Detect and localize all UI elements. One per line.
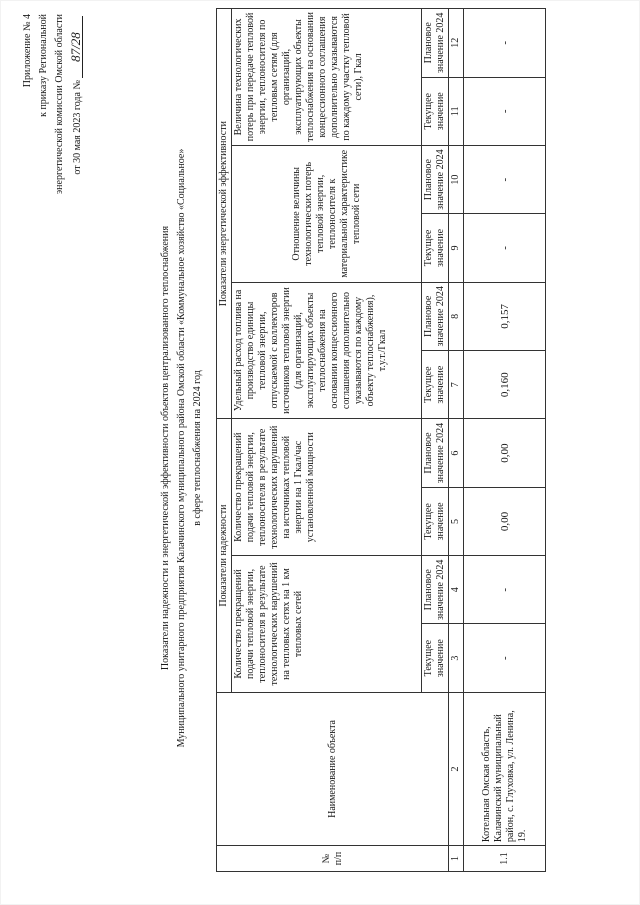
header-indicator-network-interruptions: Количество прекращений подачи тепловой энергии, теплоносителя в результате технологических нарушений на тепловых сетях на 1 км тепловых сетей [232, 556, 422, 693]
column-number: 1 [449, 846, 464, 872]
cell-value: - [464, 214, 546, 282]
cell-value: 0,160 [464, 351, 546, 419]
column-number: 3 [449, 624, 464, 692]
cell-value: 0,00 [464, 419, 546, 487]
appendix-number: Приложение № 4 [22, 14, 33, 88]
header-planned-value: Плановое значение 2024 [422, 419, 449, 487]
column-number: 11 [449, 77, 464, 145]
table-header-row-groups [217, 9, 232, 872]
column-number: 4 [449, 556, 464, 624]
appendix-order: к приказу Региональной [38, 14, 49, 117]
header-object-name: Наименование объекта [217, 692, 449, 845]
header-current-value: Текущее значение [422, 351, 449, 419]
header-indicator-fuel-consumption: Удельный расход топлива на производство единицы тепловой энергии, отпускаемой с коллекторов источников тепловой энергии (для организаций, эксплуатирующих объекты теплоснабжения на основании концессионного соглашения дополнительно указываются по каждому объекту теплоснабжения), т.у.т./Гкал [232, 282, 422, 419]
cell-value: 0,157 [464, 282, 546, 350]
cell-value: - [464, 9, 546, 78]
header-indicator-source-interruptions: Количество прекращений подачи тепловой энергии, теплоносителя в результате технологических нарушений на источниках тепловой энергии на 1 Гкал/час установленной мощности [232, 419, 422, 556]
header-efficiency-group: Показатели энергетической эффективности [217, 9, 232, 419]
header-current-value: Текущее значение [422, 624, 449, 692]
header-current-value: Текущее значение [422, 77, 449, 145]
indicators-table [216, 8, 546, 872]
cell-value: 0,00 [464, 487, 546, 555]
column-number: 2 [449, 692, 464, 845]
cell-value: - [464, 556, 546, 624]
cell-value: - [464, 77, 546, 145]
column-number: 10 [449, 145, 464, 213]
document-title: Показатели надежности и энергетической эффективности объектов централизованного теплоснабжения [160, 225, 171, 671]
cell-value: - [464, 145, 546, 213]
row-number: 1.1 [464, 846, 546, 872]
header-reliability-group: Показатели надежности [217, 419, 232, 692]
table-column-numbers-row [449, 9, 464, 872]
appendix-date-text: от 30 мая 2023 года № [72, 80, 83, 175]
header-number: № п/п [217, 846, 449, 872]
appendix-date [70, 14, 84, 175]
rotated-landscape-content [12, 0, 632, 898]
header-planned-value: Плановое значение 2024 [422, 556, 449, 624]
header-current-value: Текущее значение [422, 214, 449, 282]
column-number: 9 [449, 214, 464, 282]
document-subtitle-year: в сфере теплоснабжения на 2024 год [192, 370, 203, 526]
header-planned-value: Плановое значение 2024 [422, 282, 449, 350]
header-planned-value: Плановое значение 2024 [422, 145, 449, 213]
header-indicator-technological-losses: Величина технологических потерь при передаче тепловой энергии, теплоносителя по тепловым сетям (для организаций, эксплуатирующих объекты теплоснабжения на основании концессионного соглашения дополнительно указываются по каждому участку тепловой сети), Гкал [232, 9, 422, 146]
appendix-commission: энергетической комиссии Омской области [54, 14, 65, 195]
document-subtitle: Муниципального унитарного предприятия Калачинского муниципального района Омской области «Коммунальное хозяйство «Социальное» [176, 148, 187, 748]
column-number: 8 [449, 282, 464, 350]
header-planned-value: Плановое значение 2024 [422, 9, 449, 78]
column-number: 7 [449, 351, 464, 419]
table-row [464, 9, 546, 872]
handwritten-order-number: 87/28 [70, 16, 83, 78]
column-number: 6 [449, 419, 464, 487]
row-object-name: Котельная Омская область, Калачинский муниципальный район, с. Глуховка, ул. Ленина, 19. [464, 692, 546, 845]
cell-value: - [464, 624, 546, 692]
column-number: 5 [449, 487, 464, 555]
header-current-value: Текущее значение [422, 487, 449, 555]
header-indicator-loss-ratio: Отношение величины технологических потерь тепловой энергии, теплоносителя к материальной характеристике тепловой сети [232, 145, 422, 282]
column-number: 12 [449, 9, 464, 78]
